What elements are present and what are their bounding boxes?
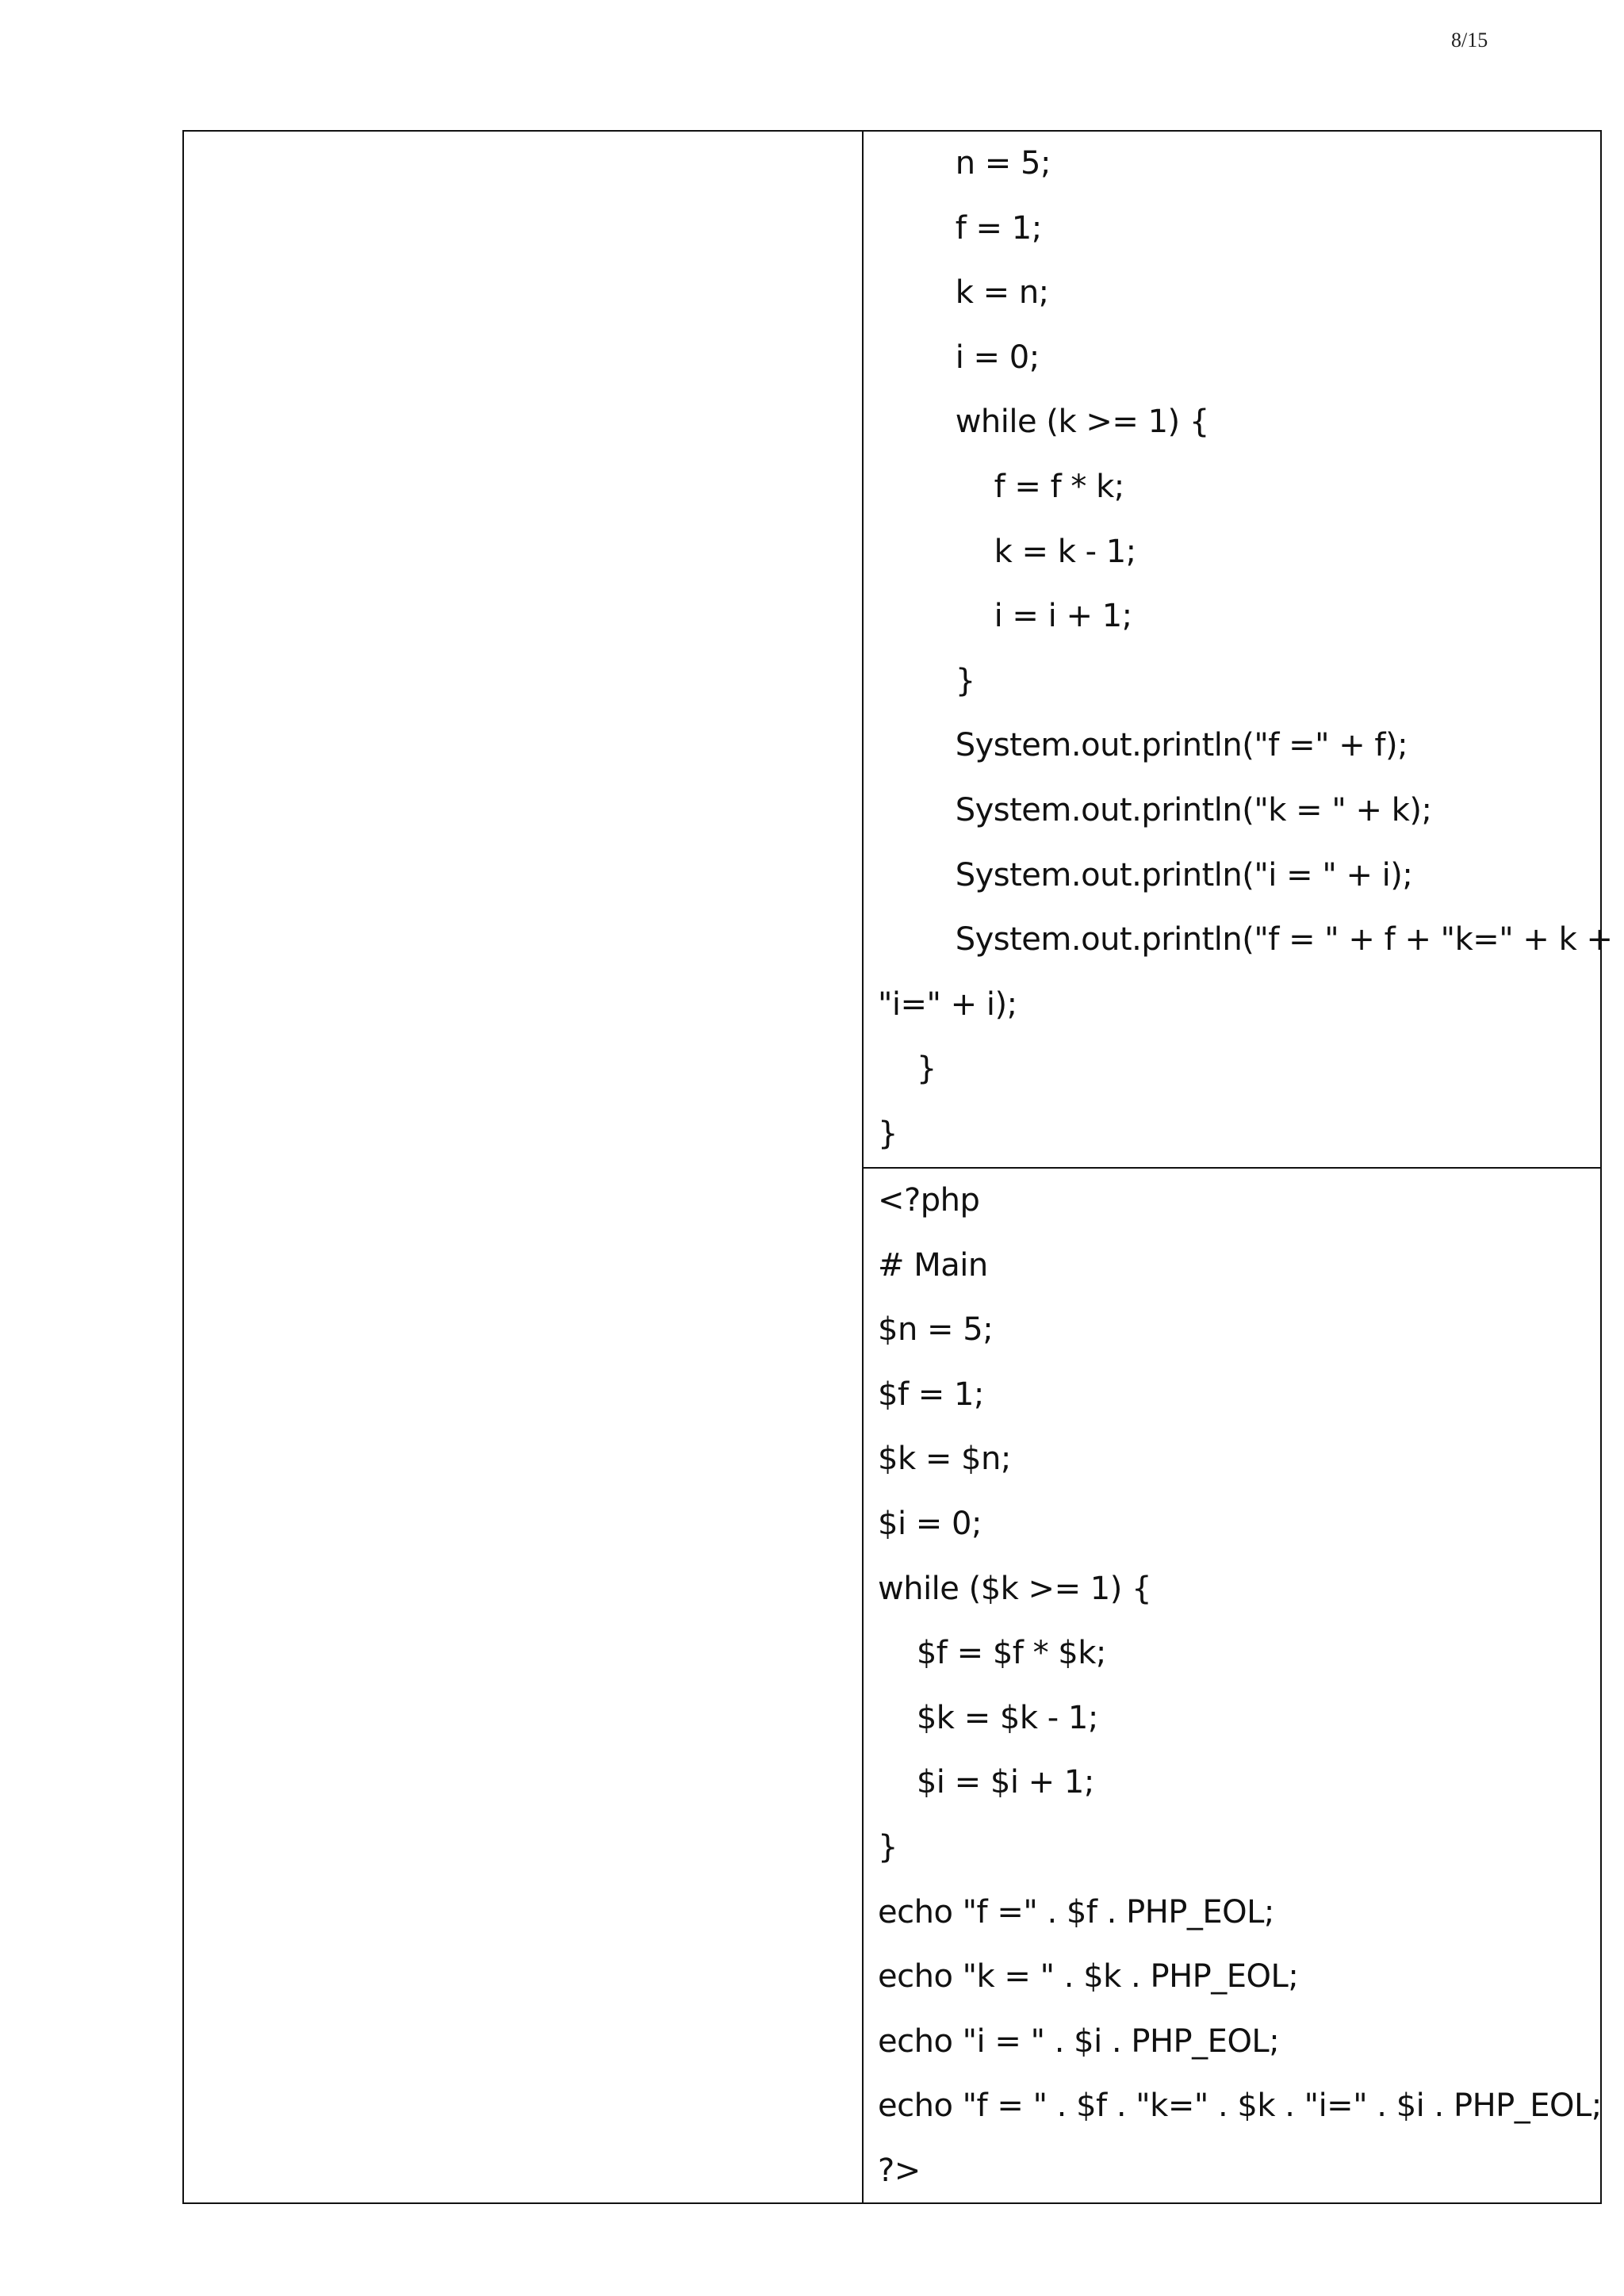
code-line: } xyxy=(878,1115,898,1152)
code-line: <?php xyxy=(878,1182,980,1219)
code-line: while (k >= 1) { xyxy=(878,404,1209,441)
code-line: i = i + 1; xyxy=(878,598,1132,635)
code-line: $f = 1; xyxy=(878,1376,984,1413)
code-line: } xyxy=(878,1828,898,1866)
code-line: $k = $k - 1; xyxy=(878,1699,1098,1736)
code-line: System.out.println("f = " + f + "k=" + k + xyxy=(878,921,1613,959)
java-code-cell xyxy=(864,132,1613,1169)
code-line: ?> xyxy=(878,2152,921,2189)
code-line: "i=" + i); xyxy=(878,985,1017,1023)
code-line: echo "k = " . $k . PHP_EOL; xyxy=(878,1958,1299,1996)
code-line: while ($k >= 1) { xyxy=(878,1570,1152,1607)
code-line: System.out.println("k = " + k); xyxy=(878,791,1432,828)
left-empty-cell xyxy=(184,132,864,2202)
code-line: $i = $i + 1; xyxy=(878,1764,1094,1801)
code-line: $f = $f * $k; xyxy=(878,1635,1106,1672)
code-line: $i = 0; xyxy=(878,1505,982,1542)
code-line: } xyxy=(878,1050,936,1088)
php-code-block xyxy=(878,1169,1602,2204)
code-table xyxy=(182,130,1613,2204)
code-line: k = k - 1; xyxy=(878,533,1136,570)
code-line: $k = $n; xyxy=(878,1441,1011,1478)
code-line: i = 0; xyxy=(878,339,1040,376)
code-line: System.out.println("f =" + f); xyxy=(878,727,1408,764)
code-line: $n = 5; xyxy=(878,1311,994,1349)
code-line: f = 1; xyxy=(878,209,1042,247)
page-number: 8/15 xyxy=(1451,29,1488,52)
code-line: echo "i = " . $i . PHP_EOL; xyxy=(878,2022,1280,2060)
php-code-cell xyxy=(864,1169,1600,2202)
code-line: k = n; xyxy=(878,274,1049,312)
code-line: echo "f = " . $f . "k=" . $k . "i=" . $i . PHP_EOL; xyxy=(878,2087,1602,2125)
code-line: } xyxy=(878,662,975,699)
code-line: # Main xyxy=(878,1246,988,1284)
code-line: System.out.println("i = " + i); xyxy=(878,856,1413,894)
code-line: n = 5; xyxy=(878,145,1051,182)
code-line: echo "f =" . $f . PHP_EOL; xyxy=(878,1893,1274,1931)
code-line: f = f * k; xyxy=(878,468,1124,505)
java-code-block xyxy=(878,132,1613,1167)
